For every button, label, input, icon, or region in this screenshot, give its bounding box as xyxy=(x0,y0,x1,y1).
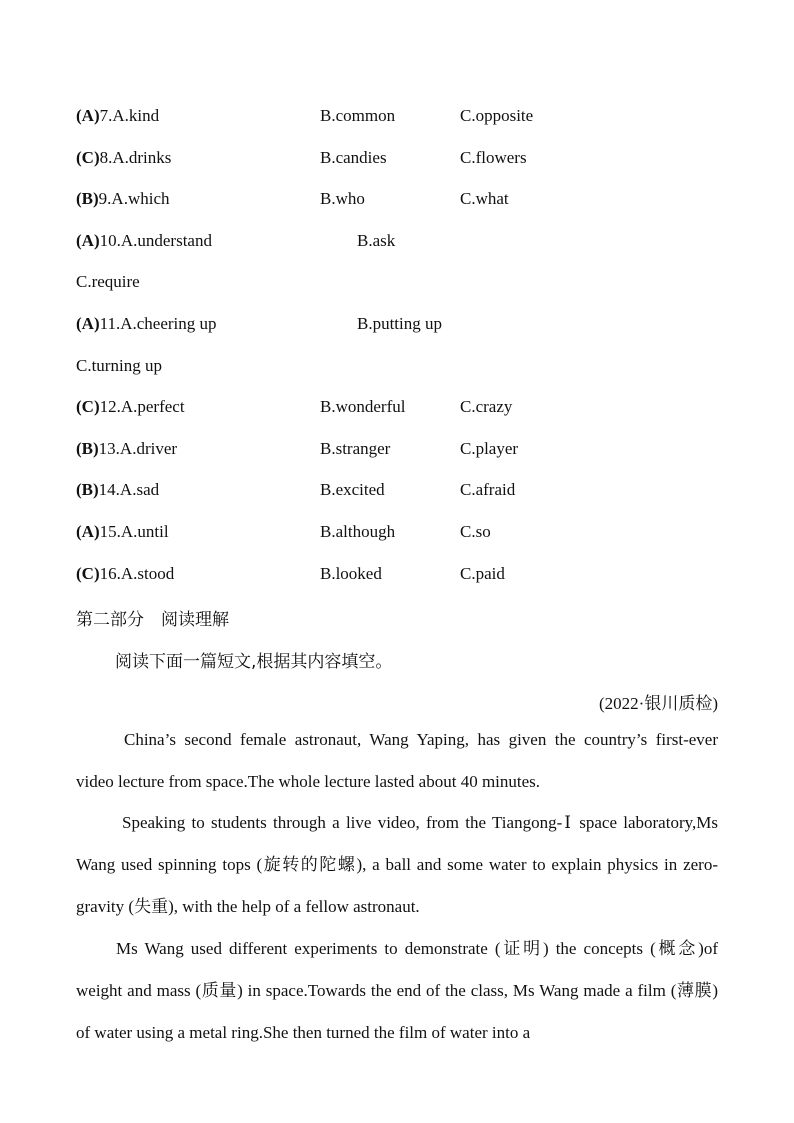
option-b: B.ask xyxy=(357,231,396,250)
option-b: B.although xyxy=(320,522,396,541)
answer-key: (A) xyxy=(76,231,100,250)
option-c: C.afraid xyxy=(460,480,516,499)
paragraph-3: Ms Wang used different experiments to demonstrate (证明) the concepts (概念)of weight and mass (质量) in space.Towards the end of the class, Ms Wang made a film (薄膜) of water using a metal ring.She then turned the film of water into a xyxy=(76,939,718,1042)
option-b: B.who xyxy=(320,189,365,208)
option-a: 13.A.driver xyxy=(98,439,178,458)
answer-key: (C) xyxy=(76,397,100,416)
option-row-7 xyxy=(76,106,534,126)
answer-key: (B) xyxy=(76,189,99,208)
answer-key: (B) xyxy=(76,480,99,499)
option-row-14 xyxy=(76,480,516,500)
option-row-9 xyxy=(76,189,509,209)
option-a: 11.A.cheering up xyxy=(99,314,217,333)
answer-key: (C) xyxy=(76,148,100,167)
answer-key: (A) xyxy=(76,314,100,333)
option-b: B.looked xyxy=(320,564,382,583)
option-row-12 xyxy=(76,397,513,417)
option-c: C.opposite xyxy=(460,106,534,125)
option-c: C.flowers xyxy=(460,148,527,167)
section-heading: 第二部分 阅读理解 xyxy=(76,610,229,630)
option-row-11-c xyxy=(76,356,162,376)
answer-key: (C) xyxy=(76,564,100,583)
option-row-16 xyxy=(76,564,505,584)
option-b: B.excited xyxy=(320,480,385,499)
answer-key: (B) xyxy=(76,439,99,458)
option-row-13 xyxy=(76,439,519,459)
option-row-10-c xyxy=(76,272,140,292)
option-a: 7.A.kind xyxy=(99,106,160,125)
option-c: C.player xyxy=(460,439,519,458)
option-a: 15.A.until xyxy=(99,522,169,541)
option-c: C.so xyxy=(460,522,491,541)
option-a: 8.A.drinks xyxy=(99,148,172,167)
source-label: (2022·银川质检) xyxy=(599,694,718,713)
option-c: C.what xyxy=(460,189,509,208)
option-c: C.turning up xyxy=(76,356,162,375)
option-a: 9.A.which xyxy=(98,189,170,208)
option-c: C.crazy xyxy=(460,397,513,416)
option-b: B.candies xyxy=(320,148,387,167)
answer-key: (A) xyxy=(76,106,100,125)
option-b: B.putting up xyxy=(357,314,443,333)
option-a: 12.A.perfect xyxy=(99,397,185,416)
answer-key: (A) xyxy=(76,522,100,541)
paragraph-1: China’s second female astronaut, Wang Yaping, has given the country’s first-ever video lecture from space.The whole lecture lasted about 40 minutes. xyxy=(76,730,718,791)
option-c: C.require xyxy=(76,272,140,291)
option-row-15 xyxy=(76,522,491,542)
option-c: C.paid xyxy=(460,564,505,583)
option-row-10 xyxy=(76,231,396,251)
option-a: 14.A.sad xyxy=(98,480,160,499)
option-a: 16.A.stood xyxy=(99,564,175,583)
option-b: B.stranger xyxy=(320,439,391,458)
option-b: B.wonderful xyxy=(320,397,406,416)
option-row-8 xyxy=(76,148,527,168)
option-b: B.common xyxy=(320,106,396,125)
option-a: 10.A.understand xyxy=(99,231,212,250)
option-row-11 xyxy=(76,314,443,334)
paragraph-2: Speaking to students through a live video, from the Tiangong-Ⅰ space laboratory,Ms Wang used spinning tops (旋转的陀螺), a ball and some water to explain physics in zero-gravity (失重), with the help of a fellow astronaut. xyxy=(76,813,718,916)
instruction: 阅读下面一篇短文,根据其内容填空。 xyxy=(115,652,393,672)
